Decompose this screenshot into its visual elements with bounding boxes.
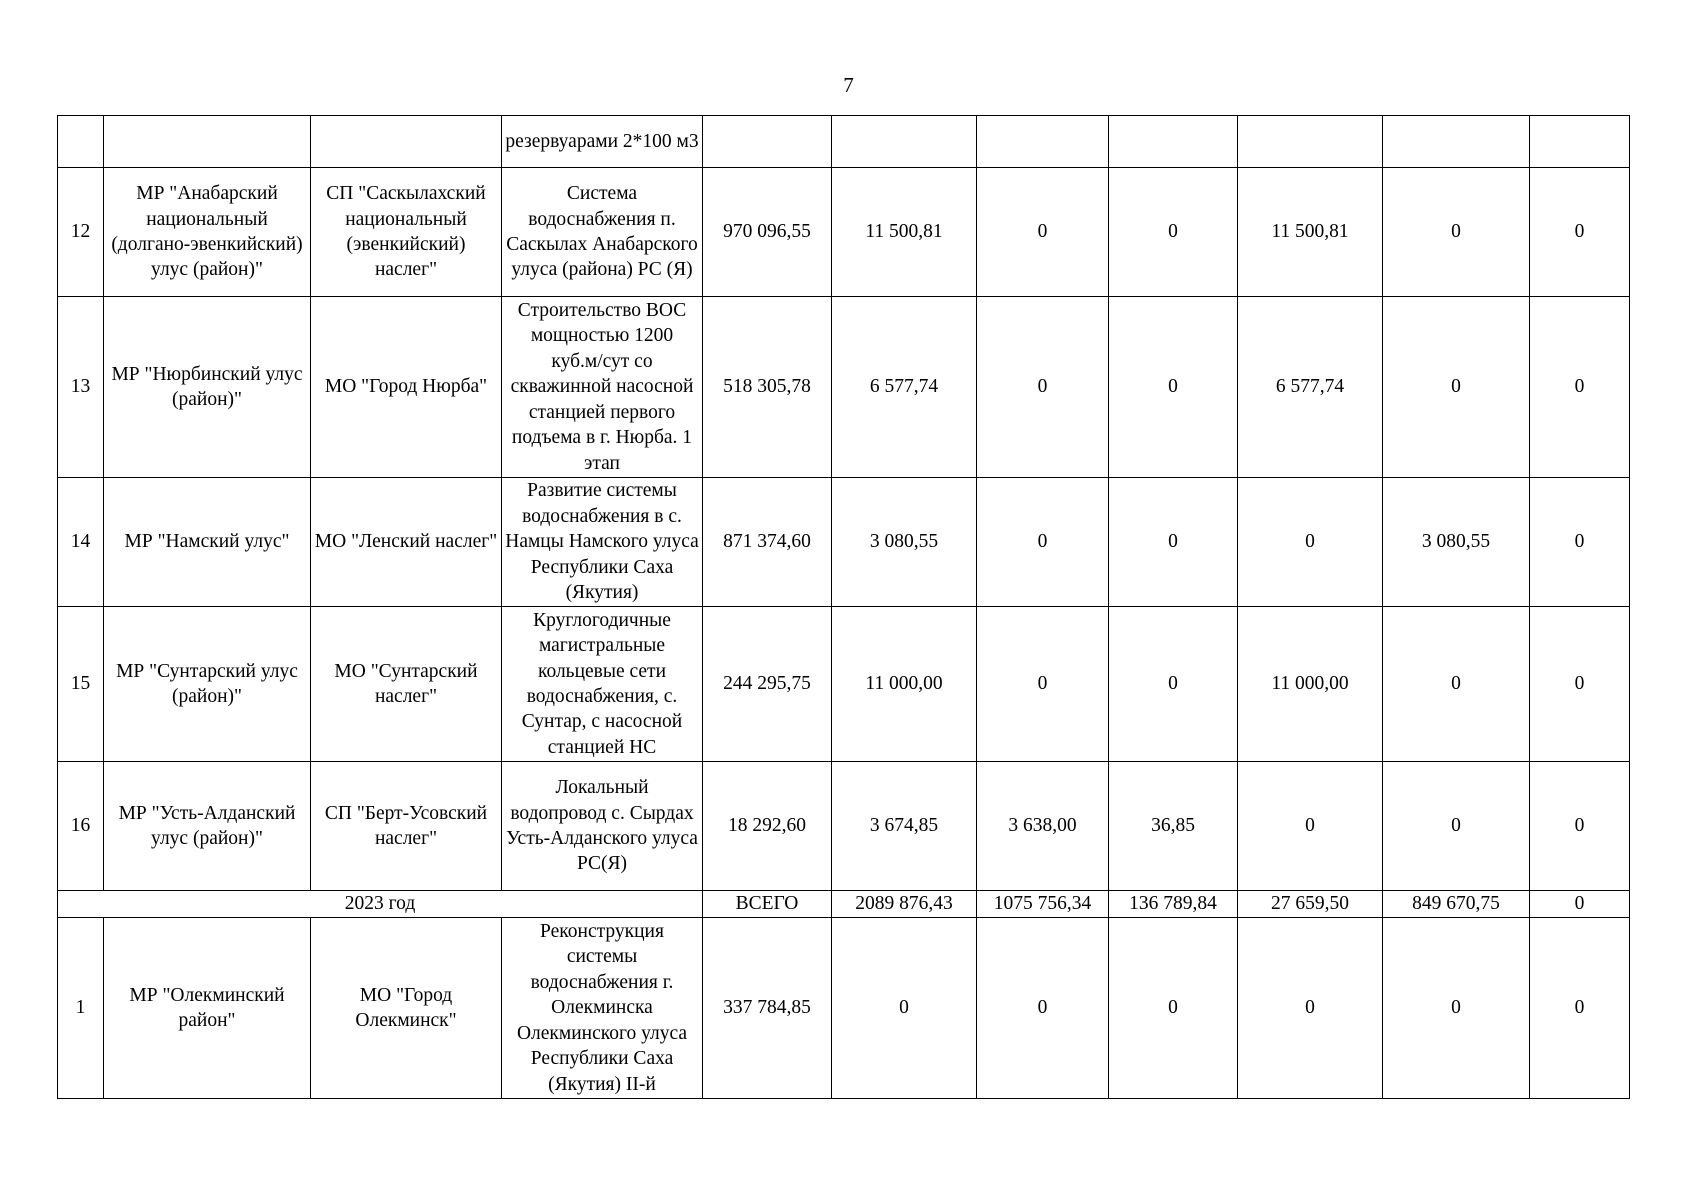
amount-cell: 3 638,00 <box>977 762 1109 891</box>
district-cell: МР "Нюрбинский улус (район)" <box>104 297 311 478</box>
total-amount-cell: 27 659,50 <box>1238 891 1383 918</box>
amount-cell: 0 <box>832 918 977 1099</box>
row-number: 1 <box>58 918 104 1099</box>
object-cell: Развитие системы водоснабжения в с. Намцы Намского улуса Республики Саха (Якутия) <box>502 478 703 607</box>
amount-cell: 0 <box>977 297 1109 478</box>
year-total-row <box>58 891 1630 918</box>
table-row <box>58 116 1630 168</box>
amount-cell: 11 500,81 <box>832 168 977 297</box>
total-amount-cell: 0 <box>1530 891 1630 918</box>
row-number: 12 <box>58 168 104 297</box>
row-number <box>58 116 104 168</box>
district-cell: МР "Усть-Алданский улус (район)" <box>104 762 311 891</box>
amount-cell: 0 <box>977 168 1109 297</box>
amount-cell: 6 577,74 <box>832 297 977 478</box>
total-cost-cell: 970 096,55 <box>703 168 832 297</box>
amount-cell: 0 <box>1530 478 1630 607</box>
amount-cell: 36,85 <box>1109 762 1238 891</box>
table-row <box>58 918 1630 1099</box>
total-amount-cell: 2089 876,43 <box>832 891 977 918</box>
amount-cell: 0 <box>1530 297 1630 478</box>
amount-cell: 3 080,55 <box>832 478 977 607</box>
total-cost-cell: 337 784,85 <box>703 918 832 1099</box>
amount-cell: 0 <box>977 918 1109 1099</box>
total-cost-cell: 871 374,60 <box>703 478 832 607</box>
amount-cell: 11 000,00 <box>832 607 977 762</box>
amount-cell <box>977 116 1109 168</box>
amount-cell: 0 <box>1109 918 1238 1099</box>
district-cell: МР "Олекминский район" <box>104 918 311 1099</box>
total-label: ВСЕГО <box>703 891 832 918</box>
amount-cell <box>1238 116 1383 168</box>
total-cost-cell: 18 292,60 <box>703 762 832 891</box>
district-cell: МР "Намский улус" <box>104 478 311 607</box>
object-cell: Круглогодичные магистральные кольцевые сети водоснабжения, с. Сунтар, с насосной станцией НС <box>502 607 703 762</box>
settlement-cell: МО "Город Нюрба" <box>311 297 502 478</box>
total-amount-cell: 136 789,84 <box>1109 891 1238 918</box>
row-number: 14 <box>58 478 104 607</box>
amount-cell: 0 <box>1109 297 1238 478</box>
row-number: 13 <box>58 297 104 478</box>
amount-cell: 0 <box>1383 607 1530 762</box>
year-label: 2023 год <box>58 891 703 918</box>
amount-cell: 0 <box>1238 918 1383 1099</box>
object-cell: Реконструкция системы водоснабжения г. Олекминска Олекминского улуса Республики Саха (Якутия) II-й <box>502 918 703 1099</box>
total-cost-cell <box>703 116 832 168</box>
page-number: 7 <box>843 73 854 97</box>
amount-cell: 0 <box>1383 168 1530 297</box>
amount-cell: 11 500,81 <box>1238 168 1383 297</box>
amount-cell: 0 <box>1109 607 1238 762</box>
amount-cell: 0 <box>1238 478 1383 607</box>
settlement-cell: СП "Саскылахский национальный (эвенкийский) наслег" <box>311 168 502 297</box>
investment-program-table <box>57 115 1630 1099</box>
amount-cell: 0 <box>977 607 1109 762</box>
total-amount-cell: 849 670,75 <box>1383 891 1530 918</box>
table-row <box>58 607 1630 762</box>
settlement-cell <box>311 116 502 168</box>
district-cell: МР "Сунтарский улус (район)" <box>104 607 311 762</box>
table-row <box>58 297 1630 478</box>
amount-cell: 0 <box>1383 762 1530 891</box>
table-row <box>58 478 1630 607</box>
amount-cell: 0 <box>977 478 1109 607</box>
object-cell: резервуарами 2*100 м3 <box>502 116 703 168</box>
object-cell: Локальный водопровод с. Сырдах Усть-Алданского улуса РС(Я) <box>502 762 703 891</box>
amount-cell <box>832 116 977 168</box>
amount-cell: 0 <box>1383 297 1530 478</box>
district-cell: МР "Анабарский национальный (долгано-эвенкийский) улус (район)" <box>104 168 311 297</box>
total-cost-cell: 244 295,75 <box>703 607 832 762</box>
amount-cell: 0 <box>1530 918 1630 1099</box>
total-amount-cell: 1075 756,34 <box>977 891 1109 918</box>
settlement-cell: МО "Сунтарский наслег" <box>311 607 502 762</box>
row-number: 15 <box>58 607 104 762</box>
amount-cell: 0 <box>1530 168 1630 297</box>
amount-cell: 3 080,55 <box>1383 478 1530 607</box>
amount-cell: 11 000,00 <box>1238 607 1383 762</box>
amount-cell: 0 <box>1109 168 1238 297</box>
amount-cell: 0 <box>1530 607 1630 762</box>
object-cell: Система водоснабжения п. Саскылах Анабарского улуса (района) РС (Я) <box>502 168 703 297</box>
table-row <box>58 168 1630 297</box>
amount-cell <box>1530 116 1630 168</box>
row-number: 16 <box>58 762 104 891</box>
amount-cell: 0 <box>1530 762 1630 891</box>
settlement-cell: СП "Берт-Усовский наслег" <box>311 762 502 891</box>
amount-cell: 0 <box>1238 762 1383 891</box>
settlement-cell: МО "Город Олекминск" <box>311 918 502 1099</box>
settlement-cell: МО "Ленский наслег" <box>311 478 502 607</box>
total-cost-cell: 518 305,78 <box>703 297 832 478</box>
amount-cell: 6 577,74 <box>1238 297 1383 478</box>
amount-cell: 0 <box>1383 918 1530 1099</box>
amount-cell <box>1383 116 1530 168</box>
amount-cell: 0 <box>1109 478 1238 607</box>
district-cell <box>104 116 311 168</box>
amount-cell: 3 674,85 <box>832 762 977 891</box>
amount-cell <box>1109 116 1238 168</box>
object-cell: Строительство ВОС мощностью 1200 куб.м/сут со скважинной насосной станцией первого подъема в г. Нюрба. 1 этап <box>502 297 703 478</box>
table-row <box>58 762 1630 891</box>
